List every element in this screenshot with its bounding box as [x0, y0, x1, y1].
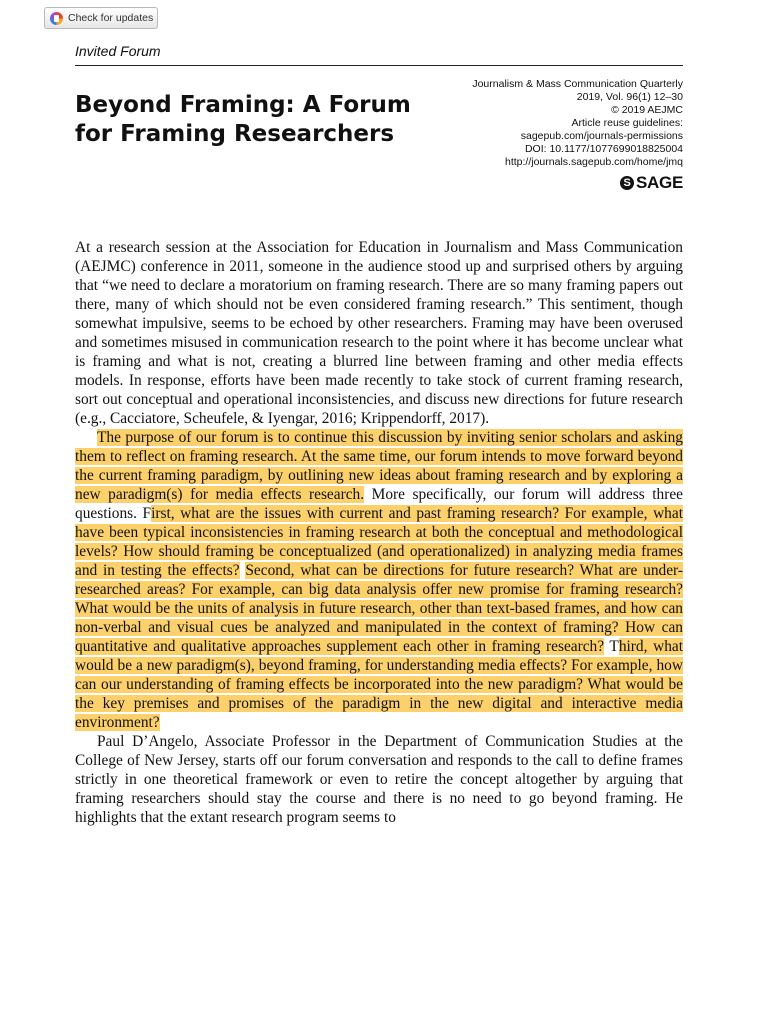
- paragraph-3: Paul D’Angelo, Associate Professor in the Department of Communication Studies at the College of New Jersey, starts off our forum conversation and responds to the call to define frames strictly in one theoretical framework or even to retire the concept altogether by arguing that framing researchers should stay the course and there is no need to go beyond framing. He highlights that the extant research program seems to: [75, 733, 683, 826]
- highlight-question-2: Second, what can be directions for future research? What are under-researched areas? For example, can big data analysis offer new promise for framing research? What would be the units of analysis in future research, other than text-based frames, and how can non-verbal and visual cues be analyzed and manipulated in the context of framing? How can quantitative and qualitative approaches supplement each other in framing research?: [75, 562, 683, 655]
- crossmark-icon: [50, 12, 63, 25]
- doi[interactable]: DOI: 10.1177/1077699018825004: [524, 143, 683, 155]
- article-title: Beyond Framing: A Forum for Framing Researchers: [75, 92, 411, 147]
- reuse-guidelines: Article reuse guidelines:: [571, 117, 683, 129]
- check-for-updates-label: Check for updates: [68, 12, 154, 24]
- check-for-updates-button[interactable]: [44, 7, 158, 29]
- journal-link[interactable]: http://journals.sagepub.com/home/jmq: [504, 156, 683, 168]
- section-label: Invited Forum: [75, 43, 161, 59]
- journal-name: Journalism & Mass Communication Quarterly: [472, 78, 683, 90]
- paragraph-1: At a research session at the Association for Education in Journalism and Mass Communication (AEJMC) conference in 2011, someone in the audience stood up and surprised others by arguing that “we need to declare a moratorium on framing research. There are so many framing papers out there, many of which should not be even considered framing research.” This sentiment, though somewhat impulsive, seems to be echoed by other researchers. Framing may have been overused and sometimes misused in communication research to the point where it has become unclear what is framing and what is not, creating a blurred line between framing and other media effects models. In response, efforts have been made recently to take stock of current framing research, sort out conceptual and operational inconsistencies, and discuss new directions for future research (e.g., Cacciatore, Scheufele, & Iyengar, 2016; Krippendorff, 2017).: [75, 239, 683, 427]
- copyright: © 2019 AEJMC: [611, 104, 683, 116]
- paragraph-2: [75, 428, 683, 732]
- paragraph-2-text-3: T: [604, 638, 619, 655]
- sage-logo: [620, 173, 683, 193]
- journal-volume: 2019, Vol. 96(1) 12–30: [576, 91, 683, 103]
- permissions-link[interactable]: sagepub.com/journals-permissions: [520, 130, 683, 142]
- highlight-question-1: irst, what are the issues with current and past framing research? For example, what have been typical inconsistencies in framing research at both the conceptual and methodological levels? How should framing be conceptualized (and operationalized) in analyzing media frames and in testing the effects?: [75, 505, 683, 579]
- highlight-purpose: The purpose of our forum is to continue this discussion by inviting senior scholars and asking them to reflect on framing research. At the same time, our forum intends to move forward beyond the current framing paradigm, by outlining new ideas about framing research and by exploring a new paradigm(s) for media effects research.: [75, 429, 683, 503]
- journal-metadata: [472, 78, 683, 169]
- header-rule: [75, 65, 683, 66]
- paragraph-2-text-1: More specifically, our forum will address three questions. F: [75, 486, 683, 522]
- highlight-question-3: hird, what would be a new paradigm(s), beyond framing, for understanding media effects? For example, how can our understanding of framing effects be incorporated into the new paradigm? What would be the key premises and promises of the paradigm in the new digital and interactive media environment?: [75, 638, 683, 731]
- sage-logo-icon: S: [620, 176, 634, 190]
- article-body: [75, 238, 683, 827]
- sage-logo-text: SAGE: [636, 173, 683, 192]
